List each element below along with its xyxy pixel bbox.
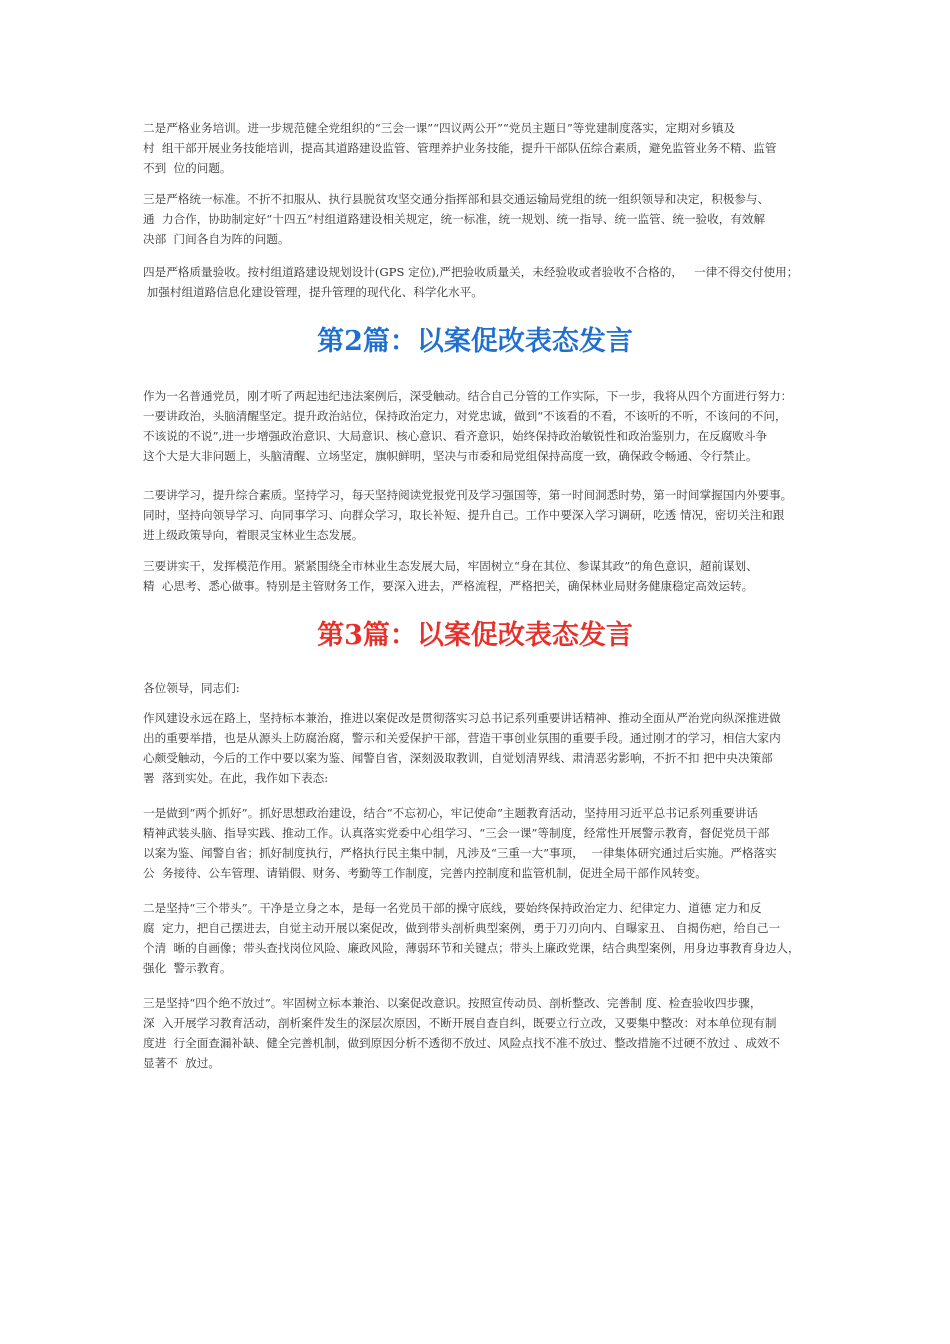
paragraph-line: 四是严格质量验收。按村组道路建设规划设计(GPS 定位),严把验收质量关，未经验收或者验收不合格的， 一律不得交付使用；: [143, 265, 799, 279]
paragraph-line: 同时，坚持向领导学习、向同事学习、向群众学习，取长补短、提升自己。工作中要深入学习调研，吃透 情况，密切关注和跟: [143, 508, 785, 522]
paragraph-line: 精神武装头脑、指导实践、推动工作。认真落实党委中心组学习、“三会一课”等制度，经常性开展警示教育，督促党员干部: [143, 826, 770, 840]
greeting: [143, 678, 823, 698]
section-2-heading: 第2篇：以案促改表态发言: [317, 326, 633, 357]
paragraph-line: 心颇受触动，今后的工作中要以案为鉴、闻警自省，深刻汲取教训，自觉划清界线、肃清恶劣影响，不折不扣 把中央决策部: [143, 751, 773, 765]
paragraph-line: 精 心思考、悉心做事。特别是主管财务工作，要深入进去，严格流程，严格把关，确保林业局财务健康稳定高效运转。: [143, 579, 754, 593]
paragraph-line: 通 力合作，协助制定好“十四五”村组道路建设相关规定，统一标准，统一规划、统一指导、统一监管、统一验收，有效解: [143, 212, 766, 226]
paragraph-line: 出的重要举措，也是从源头上防腐治腐，警示和关爱保护干部，营造干事创业氛围的重要手段。通过刚才的学习，相信大家内: [143, 731, 781, 745]
paragraph-style-building: [143, 708, 823, 788]
paragraph-line: 不该说的不说”,进一步增强政治意识、大局意识、核心意识、看齐意识，始终保持政治敏锐性和政治鉴别力，在反腐败斗争: [143, 429, 768, 443]
paragraph-line: 三是严格统一标准。不折不扣服从、执行县脱贫攻坚交通分指挥部和县交通运输局党组的统一组织领导和决定，积极参与、: [143, 192, 770, 206]
paragraph-line: 作为一名普通党员，刚才听了两起违纪违法案例后，深受触动。结合自己分管的工作实际，下一步，我将从四个方面进行努力：: [143, 389, 793, 403]
paragraph-line: 三要讲实干，发挥模范作用。紧紧围绕全市林业生态发展大局，牢固树立“身在其位、参谋其政”的角色意识，超前谋划、: [143, 559, 758, 573]
paragraph-line: 决部 门间各自为阵的问题。: [143, 232, 290, 246]
paragraph-line: 作风建设永远在路上，坚持标本兼治，推进以案促改是贯彻落实习总书记系列重要讲话精神、推动全面从严治党向纵深推进做: [143, 711, 781, 725]
paragraph-study: [143, 485, 823, 545]
paragraph-line: 强化 警示教育。: [143, 961, 232, 975]
section-3-heading: 第3篇：以案促改表态发言: [317, 620, 633, 651]
paragraph-line: 三是坚持“四个绝不放过”。牢固树立标本兼治、以案促改意识。按照宣传动员、剖析整改、完善制 度、检查验收四步骤，: [143, 996, 762, 1010]
paragraph-line: 加强村组道路信息化建设管理，提升管理的现代化、科学化水平。: [143, 285, 483, 299]
paragraph-strict-training: [143, 118, 823, 178]
paragraph-line: 一是做到“两个抓好”。抓好思想政治建设，结合“不忘初心，牢记使命”主题教育活动，坚持用习近平总书记系列重要讲话: [143, 806, 758, 820]
paragraph-politics: [143, 386, 823, 466]
greeting-text: 各位领导，同志们:: [143, 681, 240, 695]
paragraph-two-grasps: [143, 803, 823, 883]
paragraph-line: 二是坚持“三个带头”。干净是立身之本，是每一名党员干部的操守底线，要始终保持政治定力、纪律定力、道德 定力和反: [143, 901, 762, 915]
paragraph-unified-standards: [143, 189, 823, 249]
paragraph-line: 深 入开展学习教育活动，剖析案件发生的深层次原因，不断开展自查自纠，既要立行立改，又要集中整改：对本单位现有制: [143, 1016, 777, 1030]
paragraph-line: 一要讲政治，头脑清醒坚定。提升政治站位，保持政治定力，对党忠诚，做到“不该看的不看，不该听的不听，不该问的不问，: [143, 409, 787, 423]
paragraph-quality-acceptance: [143, 262, 823, 302]
paragraph-line: 公 务接待、公车管理、请销假、财务、考勤等工作制度，完善内控制度和监管机制，促进全局干部作风转变。: [143, 866, 707, 880]
paragraph-line: 二要讲学习，提升综合素质。坚持学习，每天坚持阅读党报党刊及学习强国等，第一时间洞悉时势，第一时间掌握国内外要事。: [143, 488, 793, 502]
paragraph-three-leads: [143, 898, 823, 978]
paragraph-line: 署 落到实处。在此，我作如下表态:: [143, 771, 329, 785]
paragraph-line: 不到 位的问题。: [143, 161, 232, 175]
paragraph-practical-work: [143, 556, 823, 596]
paragraph-line: 腐 定力，把自己摆进去，自觉主动开展以案促改，做到带头剖析典型案例，勇于刀刃向内、自曝家丑、 自揭伤疤，给自己一: [143, 921, 781, 935]
paragraph-line: 进上级政策导向，着眼灵宝林业生态发展。: [143, 528, 364, 542]
paragraph-line: 这个大是大非问题上，头脑清醒、立场坚定，旗帜鲜明，坚决与市委和局党组保持高度一致，确保政令畅通、令行禁止。: [143, 449, 758, 463]
paragraph-line: 二是严格业务培训。进一步规范健全党组织的“三会一课”“四议两公开”“党员主题日”等党建制度落实，定期对乡镇及: [143, 121, 736, 135]
paragraph-line: 以案为鉴、闻警自省；抓好制度执行，严格执行民主集中制，凡涉及“三重一大”事项， 一律集体研究通过后实施。严格落实: [143, 846, 777, 860]
paragraph-line: 度进 行全面查漏补缺、健全完善机制，做到原因分析不透彻不放过、风险点找不准不放过、整改措施不过硬不放过 、成效不: [143, 1036, 781, 1050]
paragraph-line: 显著不 放过。: [143, 1056, 220, 1070]
paragraph-four-never-let-go: [143, 993, 823, 1073]
paragraph-line: 个清 晰的自画像；带头查找岗位风险、廉政风险，薄弱环节和关键点；带头上廉政党课，结合典型案例，用身边事教育身边人，: [143, 941, 800, 955]
paragraph-line: 村 组干部开展业务技能培训，提高其道路建设监管、管理养护业务技能，提升干部队伍综合素质，避免监管业务不精、监管: [143, 141, 777, 155]
